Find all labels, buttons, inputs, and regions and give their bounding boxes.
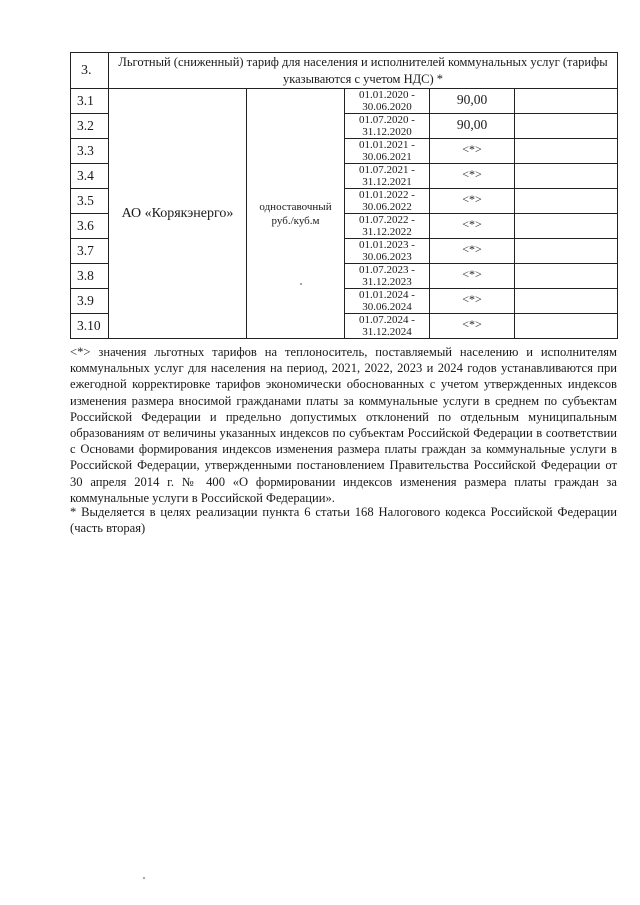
scan-speck [143, 877, 145, 879]
row-number: 3.1 [71, 89, 109, 114]
period-cell: 01.07.2021 - 31.12.2021 [345, 164, 430, 189]
period-cell: 01.07.2024 - 31.12.2024 [345, 314, 430, 339]
tariff-table [70, 52, 618, 339]
period-cell: 01.07.2022 - 31.12.2022 [345, 214, 430, 239]
row-number: 3.6 [71, 214, 109, 239]
section-title: Льготный (сниженный) тариф для населения и исполнителей коммунальных услуг (тарифы указываются с учетом НДС) * [109, 53, 618, 89]
section-number: 3. [71, 53, 109, 89]
period-cell: 01.01.2024 - 30.06.2024 [345, 289, 430, 314]
tariff-value: <*> [430, 289, 515, 314]
row-number: 3.3 [71, 139, 109, 164]
empty-cell [515, 164, 618, 189]
empty-cell [515, 239, 618, 264]
empty-cell [515, 264, 618, 289]
row-number: 3.9 [71, 289, 109, 314]
empty-cell [515, 314, 618, 339]
period-cell: 01.01.2022 - 30.06.2022 [345, 189, 430, 214]
section-header-row [71, 53, 618, 89]
tax-footnote: * Выделяется в целях реализации пункта 6 статьи 168 Налогового кодекса Российской Федерации (часть вторая) [70, 505, 617, 536]
empty-cell [515, 89, 618, 114]
tariff-value: <*> [430, 164, 515, 189]
table-row [71, 89, 618, 114]
row-number: 3.2 [71, 114, 109, 139]
period-cell: 01.01.2021 - 30.06.2021 [345, 139, 430, 164]
row-number: 3.4 [71, 164, 109, 189]
empty-cell [515, 214, 618, 239]
empty-cell [515, 189, 618, 214]
tariff-value: <*> [430, 214, 515, 239]
empty-cell [515, 289, 618, 314]
period-cell: 01.01.2020 - 30.06.2020 [345, 89, 430, 114]
tariff-value: <*> [430, 264, 515, 289]
period-cell: 01.07.2020 - 31.12.2020 [345, 114, 430, 139]
tariff-rows [71, 89, 618, 339]
scan-speck [300, 283, 302, 285]
tariff-value: 90,00 [430, 89, 515, 114]
row-number: 3.10 [71, 314, 109, 339]
organization-name: АО «Корякэнерго» [109, 89, 247, 339]
empty-cell [515, 114, 618, 139]
tariff-value: <*> [430, 239, 515, 264]
tariff-value: <*> [430, 189, 515, 214]
row-number: 3.5 [71, 189, 109, 214]
row-number: 3.7 [71, 239, 109, 264]
row-number: 3.8 [71, 264, 109, 289]
empty-cell [515, 139, 618, 164]
tariff-value: 90,00 [430, 114, 515, 139]
period-cell: 01.01.2023 - 30.06.2023 [345, 239, 430, 264]
period-cell: 01.07.2023 - 31.12.2023 [345, 264, 430, 289]
tariff-unit: одноставочный руб./куб.м [247, 89, 345, 339]
indexation-footnote: <*> значения льготных тарифов на теплоноситель, поставляемый населению и исполнителям коммунальных услуг для населения на период, 2021, 2022, 2023 и 2024 годов устанавливаются при ежегодной корректировке тарифов экономически обоснованных с учетом утвержденных индексов изменения размера вносимой гражданами платы за коммунальные услуги в среднем по субъектам Российской Федерации и предельно допустимых отклонений по отдельным муниципальным образованиям от величины указанных индексов по субъектам Российской Федерации в соответствии с Основами формирования индексов изменения размера платы граждан за коммунальные услуги в Российской Федерации, утвержденными постановлением Правительства Российской Федерации от 30 апреля 2014 г. № 400 «О формировании индексов изменения размера платы граждан за коммунальные услуги в Российской Федерации». [70, 345, 617, 505]
tariff-value: <*> [430, 314, 515, 339]
tariff-value: <*> [430, 139, 515, 164]
